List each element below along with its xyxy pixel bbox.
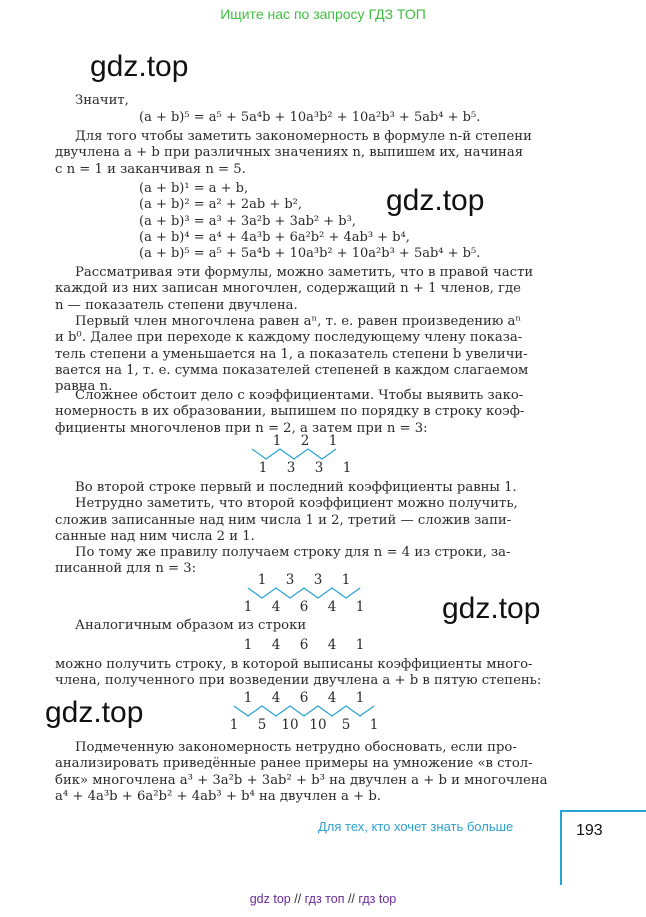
coef: 1: [355, 690, 365, 706]
coef: 1: [355, 599, 365, 615]
formula: (a + b)² = a² + 2ab + b²,: [139, 197, 303, 213]
text-line: сложив записанные над ним числа 1 и 2, третий — сложив запи-: [55, 512, 512, 528]
coef: 4: [271, 599, 281, 615]
para-8: [55, 740, 547, 805]
text-line: Для того чтобы заметить закономерность в формуле n-й степени: [75, 129, 532, 144]
para-1: [55, 129, 532, 178]
text-line: номерность в их образовании, выпишем по порядку в строку коэф-: [55, 404, 525, 420]
separator: //: [347, 892, 355, 906]
coef: 1: [369, 717, 379, 733]
para-3: [55, 314, 528, 395]
para-6: Аналогичным образом из строки: [75, 618, 307, 633]
formula: (a + b)¹ = a + b,: [139, 181, 249, 196]
text-line: с n = 1 и заканчивая n = 5.: [55, 161, 246, 177]
formula-list: [139, 181, 480, 262]
watermark: gdz.top: [442, 592, 541, 625]
coef: 4: [327, 599, 337, 615]
footer-rule-horizontal: [560, 810, 646, 812]
coef: 10: [281, 717, 299, 733]
coef: 6: [299, 599, 309, 615]
coef: 1: [355, 637, 365, 653]
para-7: [55, 657, 541, 690]
coef: 3: [285, 572, 295, 588]
intro-word: Значит,: [75, 93, 129, 108]
text-line: Первый член многочлена равен aⁿ, т. е. равен произведению aⁿ: [75, 314, 522, 329]
coef: 1: [243, 599, 253, 615]
text-line: двучлена a + b при различных значениях n, выпишем их, начиная: [55, 145, 524, 161]
coef: 4: [327, 637, 337, 653]
coef: 1: [272, 433, 282, 449]
coef: 1: [258, 460, 268, 476]
coef: 5: [341, 717, 351, 733]
coef: 3: [313, 572, 323, 588]
coef: 1: [328, 433, 338, 449]
text-line: писанной для n = 3:: [55, 561, 197, 577]
bottom-link[interactable]: гдз top: [358, 892, 397, 906]
text-line: По тому же правилу получаем строку для n = 4 из строки, за-: [75, 545, 511, 561]
coef: 4: [271, 637, 281, 653]
text-line: члена, полученного при возведении двучлена a + b в пятую степень:: [55, 673, 542, 689]
connector-lines: [234, 706, 374, 716]
coef: 6: [299, 637, 309, 653]
bottom-link[interactable]: gdz top: [249, 892, 291, 906]
text-line: Во второй строке первый и последний коэффициенты равны 1.: [75, 480, 517, 495]
formula: (a + b)⁴ = a⁴ + 4a³b + 6a²b² + 4ab³ + b⁴,: [139, 229, 410, 245]
text-line: каждой из них записан многочлен, содержащий n + 1 членов, где: [55, 281, 521, 297]
coef: 1: [341, 572, 351, 588]
text-line: анализировать приведённые ранее примеры на умножение «в стол-: [55, 756, 533, 772]
coef: 1: [243, 690, 253, 706]
formula: (a + b)⁵ = a⁵ + 5a⁴b + 10a³b² + 10a²b³ + 5ab⁴ + b⁵.: [139, 246, 481, 262]
text-line: Рассматривая эти формулы, можно заметить, что в правой части: [75, 265, 534, 280]
coef: 1: [243, 637, 253, 653]
coef: 5: [257, 717, 267, 733]
coef: 10: [309, 717, 327, 733]
text-line: тель степени a уменьшается на 1, а показатель степени b увеличи-: [55, 346, 528, 362]
footer-section-label: Для тех, кто хочет знать больше: [318, 819, 514, 834]
watermark: gdz.top: [45, 696, 144, 729]
coef: 1: [342, 460, 352, 476]
coef: 1: [229, 717, 239, 733]
text-line: Сложнее обстоит дело с коэффициентами. Чтобы выявить зако-: [75, 388, 524, 403]
separator: //: [294, 892, 302, 906]
text-line: и b⁰. Далее при переходе к каждому последующему члену показа-: [55, 330, 523, 346]
coef: 4: [327, 690, 337, 706]
text-line: бик» многочлена a³ + 3a²b + 3ab² + b³ на двучлен a + b и многочлена: [55, 772, 548, 788]
coef: 3: [286, 460, 296, 476]
coef: 4: [271, 690, 281, 706]
text-line: n — показатель степени двучлена.: [55, 297, 298, 313]
text-line: можно получить строку, в которой выписаны коэффициенты много-: [55, 657, 533, 672]
text-line: санные над ним числа 2 и 1.: [55, 528, 255, 544]
coef: 2: [300, 433, 310, 449]
watermark: gdz.top: [90, 50, 189, 83]
connector-lines: [248, 588, 360, 598]
footer-rule-vertical: [560, 810, 562, 885]
text-line: Нетрудно заметить, что второй коэффициент можно получить,: [75, 496, 518, 512]
para-5: [55, 480, 518, 578]
text-line: вается на 1, т. е. сумма показателей степеней в каждом слагаемом: [55, 362, 529, 378]
coef: 6: [299, 690, 309, 706]
para-4: [55, 388, 524, 437]
coef: 1: [257, 572, 267, 588]
page-number: 193: [576, 822, 603, 839]
formula: (a + b)³ = a³ + 3a²b + 3ab² + b³,: [139, 213, 356, 229]
para-2: [55, 265, 533, 314]
text-line: Подмеченную закономерность нетрудно обосновать, если про-: [75, 740, 517, 755]
bottom-links: [0, 892, 646, 906]
watermark: gdz.top: [386, 184, 485, 217]
top-banner[interactable]: Ищите нас по запросу ГДЗ ТОП: [220, 6, 426, 22]
connector-lines: [252, 449, 336, 459]
text-line: равна n.: [55, 379, 113, 395]
text-line: фициенты многочленов при n = 2, а затем при n = 3:: [55, 420, 428, 436]
text-line: a⁴ + 4a³b + 6a²b² + 4ab³ + b⁴ на двучлен a + b.: [55, 788, 381, 804]
bottom-link[interactable]: гдз топ: [304, 892, 345, 906]
coef: 3: [314, 460, 324, 476]
main-formula: (a + b)⁵ = a⁵ + 5a⁴b + 10a³b² + 10a²b³ + 5ab⁴ + b⁵.: [139, 110, 481, 125]
